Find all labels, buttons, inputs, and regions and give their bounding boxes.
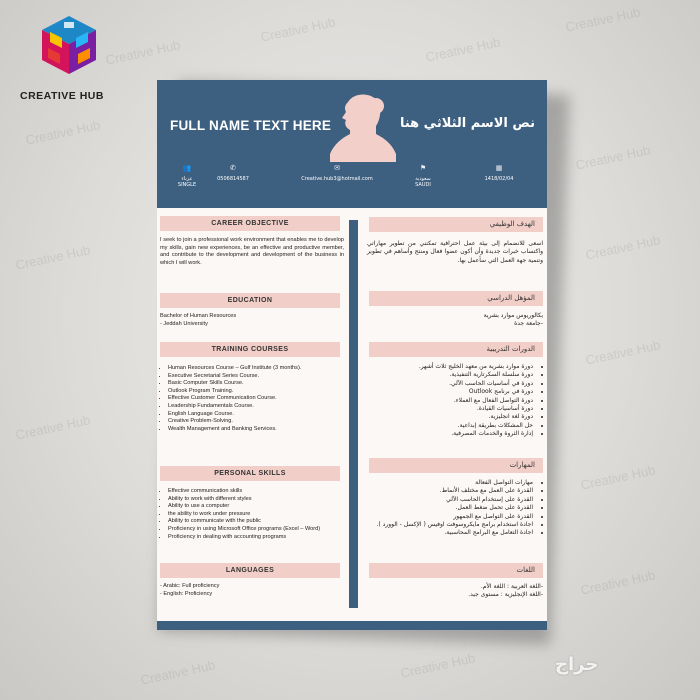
- list-item: • Proficiency in dealing with accounting programs: [168, 534, 344, 542]
- brand-name: CREATIVE HUB: [20, 90, 104, 102]
- resume-header: [157, 80, 547, 208]
- education-en: Bachelor of Human Resources - Jeddah University: [160, 313, 237, 327]
- watermark-text: Creative Hub: [584, 337, 662, 368]
- section-title-training-ar: الدورات التدريبية: [369, 342, 543, 357]
- section-title-skills-en: PERSONAL SKILLS: [160, 466, 340, 481]
- list-item: • القدرة على التواصل مع الجمهور: [367, 513, 533, 521]
- section-title-career-en: CAREER OBJECTIVE: [160, 216, 340, 231]
- contact-phone: ✆ 0506814587: [215, 164, 251, 182]
- list-item: • دورة موارد بشرية من معهد الخليج ثلاث أشهر.: [367, 363, 533, 371]
- list-item: • اجادة استخدام برامج مايكروسوفت اوفيس ( الإكسل - الوورد ).: [367, 521, 533, 529]
- list-item: • القدرة على إستخدام الحاسب الآلي: [367, 496, 533, 504]
- list-item: • English Language Course.: [168, 411, 344, 419]
- watermark-text: Creative Hub: [579, 567, 657, 598]
- list-item: • Proficiency in using Microsoft Office programs (Excel – Word): [168, 526, 344, 534]
- resume-footer: [157, 621, 547, 630]
- watermark-text: Creative Hub: [579, 462, 657, 493]
- list-item: • اجادة التعامل مع البرامج المحاسبية.: [367, 529, 533, 537]
- resume-sheet: [157, 80, 547, 630]
- list-item: • دورة في برنامج Outlook: [367, 388, 533, 396]
- contact-nationality: ⚑ سعودية SAUDI: [405, 164, 441, 188]
- full-name-en: FULL NAME TEXT HERE: [170, 118, 332, 133]
- list-item: • القدرة على العمل مع مختلف الأنماط.: [367, 487, 533, 495]
- languages-en: - Arabic: Full proficiency - English: Proficiency: [160, 583, 220, 597]
- skills-list-en: [160, 488, 344, 541]
- phone-icon: ✆: [230, 164, 236, 172]
- list-item: • Executive Secretarial Series Course.: [168, 373, 344, 381]
- watermark-text: Creative Hub: [584, 232, 662, 263]
- flag-icon: ⚑: [419, 164, 427, 172]
- contact-birthdate: ▦ 1418/02/04: [479, 164, 519, 182]
- watermark-text: Creative Hub: [14, 242, 92, 273]
- woman-silhouette-icon: [324, 88, 398, 162]
- list-item: • Creative Problem-Solving.: [168, 418, 344, 426]
- watermark-text: Creative Hub: [424, 34, 502, 65]
- list-item: • Ability to communicate with the public: [168, 518, 344, 526]
- list-item: • دورة سلسلة السكرتارية التنفيذية.: [367, 371, 533, 379]
- section-title-training-en: TRAINING COURSES: [160, 342, 340, 357]
- list-item: • إدارة الثروة والخدمات المصرفية.: [367, 430, 533, 438]
- skills-list-ar: [367, 479, 543, 538]
- contact-email: ✉ Creative.hub3@hotmail.com: [287, 164, 387, 182]
- full-name-ar: نص الاسم الثلاثي هنا: [399, 116, 535, 131]
- watermark-text: Creative Hub: [564, 4, 642, 35]
- watermark-text: Creative Hub: [14, 412, 92, 443]
- cube-logo-icon: [38, 14, 100, 76]
- list-item: • دورة في أساسيات الحاسب الآلي.: [367, 380, 533, 388]
- training-list-ar: [367, 363, 543, 439]
- watermark-text: Creative Hub: [259, 14, 337, 45]
- list-item: • Leadership Fundamentals Course.: [168, 403, 344, 411]
- brand-logo: [20, 14, 120, 102]
- list-item: • Ability to use a computer: [168, 503, 344, 511]
- watermark-text: Creative Hub: [24, 117, 102, 148]
- list-item: • Ability to work with different styles: [168, 496, 344, 504]
- list-item: • the ability to work under pressure: [168, 511, 344, 519]
- list-item: • Effective communication skills: [168, 488, 344, 496]
- list-item: • دورة لغة انجليزية.: [367, 413, 533, 421]
- section-title-languages-ar: اللغات: [369, 563, 543, 578]
- haraj-watermark: حراج: [555, 654, 599, 675]
- training-list-en: [160, 365, 344, 433]
- column-divider: [349, 220, 358, 608]
- section-title-languages-en: LANGUAGES: [160, 563, 340, 578]
- section-title-skills-ar: المهارات: [369, 458, 543, 473]
- section-title-education-ar: المؤهل الدراسي: [369, 291, 543, 306]
- section-title-education-en: EDUCATION: [160, 293, 340, 308]
- list-item: • Basic Computer Skills Course.: [168, 380, 344, 388]
- list-item: • Effective Customer Communication Course.: [168, 395, 344, 403]
- list-item: • Outlook Program Training.: [168, 388, 344, 396]
- education-ar: بكالوريوس موارد بشرية -جامعة جدة: [483, 312, 543, 328]
- watermark-text: Creative Hub: [139, 657, 217, 688]
- list-item: • Wealth Management and Banking Services.: [168, 426, 344, 434]
- people-icon: 👥: [182, 164, 192, 172]
- watermark-text: Creative Hub: [574, 142, 652, 173]
- watermark-text: Creative Hub: [399, 650, 477, 681]
- list-item: • دورة التواصل الفعال مع العملاء.: [367, 397, 533, 405]
- career-objective-en: I seek to join a professional work environment that enables me to develop my skills, gain new experiences, be an effective and productive member, and contribute to the development and development of the business in which I will work.: [160, 237, 344, 266]
- career-objective-ar: اسعى للانضمام إلى بيئة عمل احترافية تمكنني من تطوير مهاراتي واكتساب خبرات جديدة وأن أكون عضوا فعال ومنتج وأساهم في تطوير وتنمية جهة العمل التي سأعمل بها.: [367, 240, 543, 264]
- list-item: • Human Resources Course – Gulf Institute (3 months).: [168, 365, 344, 373]
- contact-marital: 👥 عزباء SINGLE: [173, 164, 201, 188]
- email-icon: ✉: [334, 164, 340, 172]
- watermark-text: Creative Hub: [104, 37, 182, 68]
- languages-ar: -اللغة العربية : اللغة الأم. -اللغة الإنجليزية : مستوى جيد.: [468, 583, 543, 599]
- section-title-career-ar: الهدف الوظيفي: [369, 217, 543, 232]
- list-item: • دورة أساسيات القيادة.: [367, 405, 533, 413]
- list-item: • حل المشكلات بطريقة إبداعية.: [367, 422, 533, 430]
- calendar-icon: ▦: [495, 164, 503, 172]
- list-item: • القدرة على تحمل ضغط العمل.: [367, 504, 533, 512]
- list-item: • مهارات التواصل الفعالة: [367, 479, 533, 487]
